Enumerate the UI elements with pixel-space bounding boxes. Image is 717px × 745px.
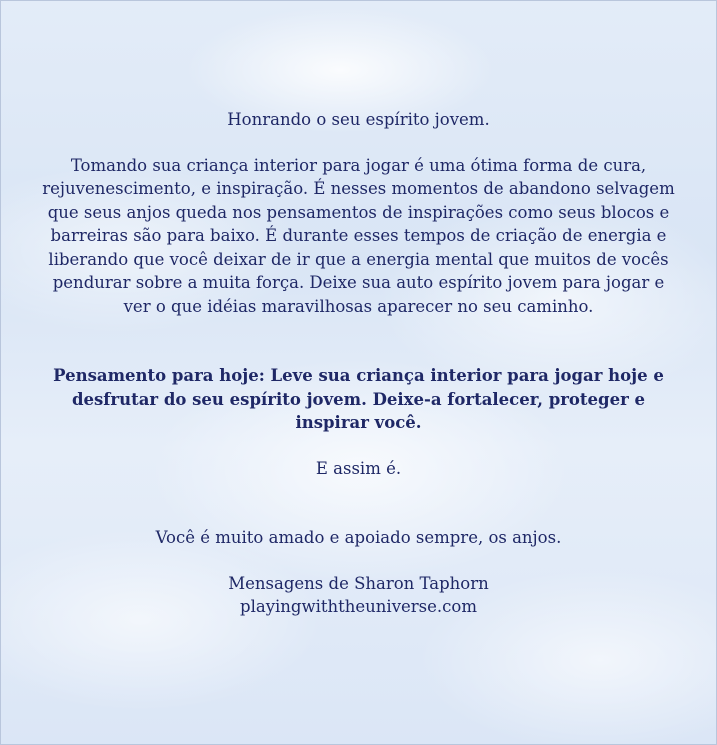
spacer	[40, 550, 677, 572]
message-content	[40, 108, 677, 619]
thought-for-today: Pensamento para hoje: Leve sua criança interior para jogar hoje e desfrutar do seu espírito jovem. Deixe-a fortalecer, proteger e inspirar você.	[53, 366, 664, 432]
blessing-line: Você é muito amado e apoiado sempre, os anjos.	[155, 528, 562, 547]
message-title: Honrando o seu espírito jovem.	[227, 110, 490, 129]
author-credit: Mensagens de Sharon Taphorn	[228, 573, 489, 593]
website-text: playingwiththeuniverse.com	[240, 597, 477, 616]
spacer	[40, 318, 677, 364]
spacer	[40, 132, 677, 154]
spacer	[40, 435, 677, 457]
message-body: Tomando sua criança interior para jogar é uma ótima forma de cura, rejuvenescimento, e inspiração. É nesses momentos de abandono selvagem que seus anjos queda nos pensamentos de inspirações como seus blocos e barreiras são para baixo. É durante esses tempos de criação de energia e liberando que você deixar de ir que a energia mental que muitos de vocês pendurar sobre a muita força. Deixe sua auto espírito jovem para jogar e ver o que idéias maravilhosas aparecer no seu caminho.	[42, 155, 675, 316]
closing-line: E assim é.	[315, 458, 402, 478]
spacer	[40, 480, 677, 526]
